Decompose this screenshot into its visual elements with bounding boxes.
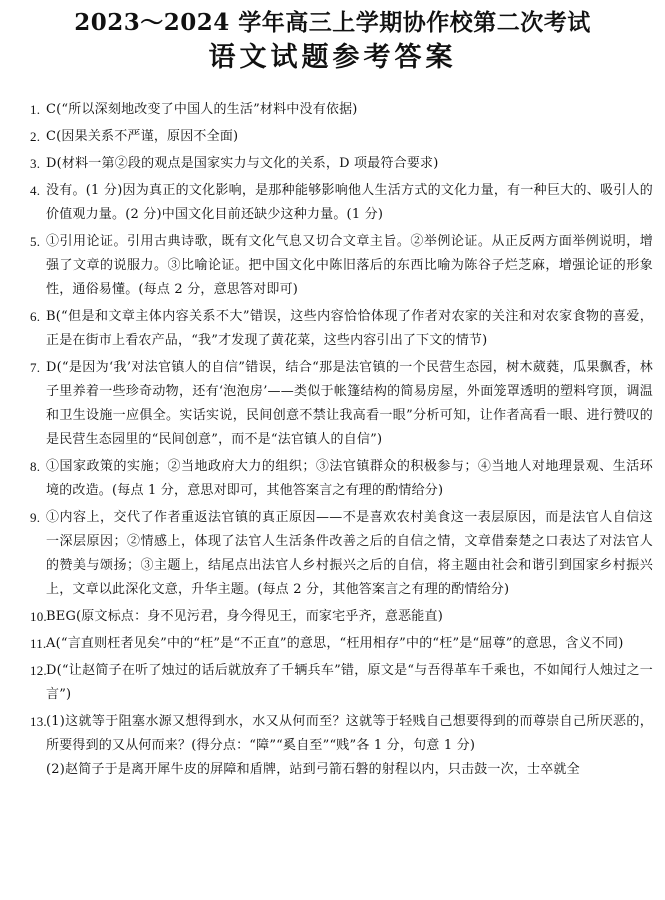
answer-item xyxy=(0,356,665,452)
answer-item xyxy=(0,125,665,149)
answer-list xyxy=(0,98,665,785)
answer-text: D(“让赵简子在听了烛过的话后就放弃了千辆兵车”错，原文是“与吾得革车千乘也，不如闻行人烛过之一言”) xyxy=(46,663,653,702)
document-header xyxy=(0,0,665,77)
answer-text: C(“所以深刻地改变了中国人的生活”材料中没有依据) xyxy=(46,102,358,117)
answer-item xyxy=(0,506,665,602)
answer-item xyxy=(0,455,665,503)
answer-text: BEG(原文标点：身不见污君，身今得见王，而家宅乎齐，意恶能直) xyxy=(46,609,443,624)
answer-text: ①引用论证。引用古典诗歌，既有文化气息又切合文章主旨。②举例论证。从正反两方面举例说明，增强了文章的说服力。③比喻论证。把中国文化中陈旧落后的东西比喻为陈谷子烂芝麻，增强论证的形象性，通俗易懂。(每点 2 分，意思答对即可) xyxy=(46,234,653,297)
answer-item xyxy=(0,605,665,629)
answer-text: B(“但是和文章主体内容关系不大”错误，这些内容恰恰体现了作者对农家的关注和对农家食物的喜爱，正是在街市上看农产品，“我”才发现了黄花菜，这些内容引出了下文的情节) xyxy=(46,309,653,348)
answer-text: ①内容上，交代了作者重返法官镇的真正原因——不是喜欢农村美食这一表层原因，而是法官人自信这一深层原因；②情感上，体现了法官人生活条件改善之后的自信之情，文章借秦楚之口表达了对法官人的赞美与颂扬；③主题上，结尾点出法官人乡村振兴之后的自信，将主题由社会和谐引到国家乡村振兴上，文章以此深化文意，升华主题。(每点 2 分，其他答案言之有理的酌情给分) xyxy=(46,510,653,597)
answer-number: 11. xyxy=(30,636,47,651)
answer-text: A(“言直则枉者见矣”中的“枉”是“不正直”的意思，“枉用相存”中的“枉”是“屈尊”的意思，含义不同) xyxy=(46,636,624,651)
exam-title: 2023～2024 学年高三上学期协作校第二次考试 xyxy=(74,9,591,36)
answer-item xyxy=(0,710,665,758)
answer-number: 3. xyxy=(30,156,41,171)
answer-text: 没有。(1 分)因为真正的文化影响，是那种能够影响他人生活方式的文化力量，有一种巨大的、吸引人的价值观力量。(2 分)中国文化目前还缺少这种力量。(1 分) xyxy=(46,183,653,222)
answer-item xyxy=(0,659,665,707)
answer-number: 10. xyxy=(30,609,47,624)
answer-number: 8. xyxy=(30,459,41,474)
answer-number: 12. xyxy=(30,663,47,678)
answer-number: 6. xyxy=(30,309,41,324)
answer-item xyxy=(0,179,665,227)
answer-number: 13. xyxy=(30,714,47,729)
answer-item xyxy=(0,98,665,122)
answer-number: 1. xyxy=(30,102,41,117)
answer-number: 2. xyxy=(30,129,41,144)
answer-item xyxy=(0,152,665,176)
answer-subitem xyxy=(0,758,665,782)
answer-key-title: 语文试题参考答案 xyxy=(208,42,457,73)
answer-number: 5. xyxy=(30,234,41,249)
answer-text: D(材料一第②段的观点是国家实力与文化的关系，D 项最符合要求) xyxy=(46,156,439,171)
answer-item xyxy=(0,632,665,656)
answer-text: (1)这就等于阻塞水源又想得到水，水又从何而至？这就等于轻贱自己想要得到的而尊崇自己所厌恶的，所要得到的又从何而来？(得分点：“障”“奚自至”“贱”各 1 分，句意 1 分) xyxy=(46,714,653,753)
answer-text: D(“是因为‘我’对法官镇人的自信”错误，结合“那是法官镇的一个民营生态园，树木葳蕤，瓜果飘香，林子里养着一些珍奇动物，还有‘泡泡房’——类似于帐篷结构的简易房屋，外面笼罩透明的塑料穹顶，调温和卫生设施一应俱全。实话实说，民间创意不禁让我高看一眼”分析可知，让作者高看一眼、进行赞叹的是民营生态园里的“民间创意”，而不是“法官镇人的自信”) xyxy=(46,360,653,447)
answer-text: ①国家政策的实施；②当地政府大力的组织；③法官镇群众的积极参与；④当地人对地理景观、生活环境的改造。(每点 1 分，意思对即可，其他答案言之有理的酌情给分) xyxy=(46,459,653,498)
answer-text: (2)赵简子于是离开犀牛皮的屏障和盾牌，站到弓箭石磐的射程以内，只击鼓一次，士卒就全 xyxy=(46,762,580,777)
answer-number: 9. xyxy=(30,510,41,525)
answer-item xyxy=(0,305,665,353)
answer-number: 4. xyxy=(30,183,41,198)
answer-number: 7. xyxy=(30,360,41,375)
answer-item xyxy=(0,230,665,302)
answer-text: C(因果关系不严谨，原因不全面) xyxy=(46,129,239,144)
